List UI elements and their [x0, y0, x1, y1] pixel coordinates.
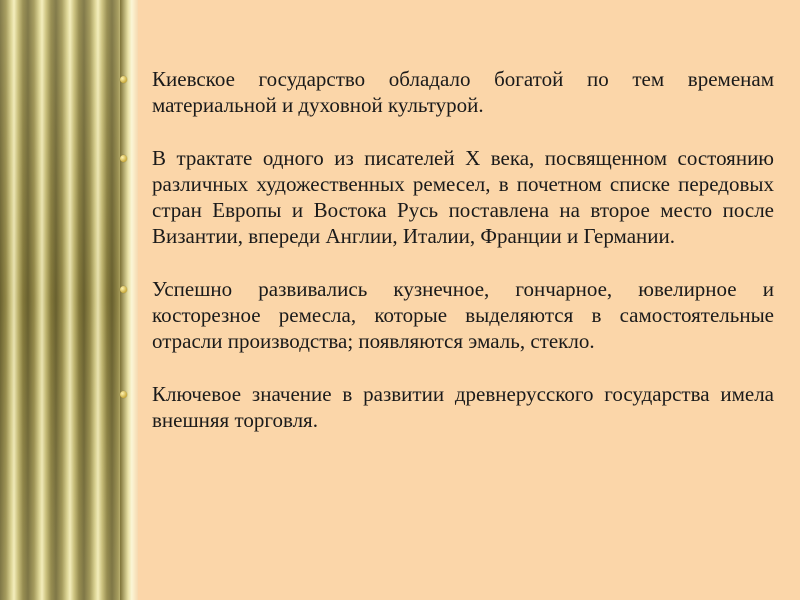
bullet-item	[118, 276, 774, 354]
bullet-item	[118, 381, 774, 433]
bullet-item	[118, 66, 774, 118]
bullet-list	[118, 66, 774, 433]
dot-bullet-icon	[120, 391, 127, 398]
bullet-text: Киевское государство обладало богатой по тем временам материальной и духовной культурой.	[152, 67, 774, 117]
bullet-text: Успешно развивались кузнечное, гончарное, ювелирное и косторезное ремесла, которые выделяются в самостоятельные отрасли производства; появляются эмаль, стекло.	[152, 277, 774, 353]
bullet-text: Ключевое значение в развитии древнерусского государства имела внешняя торговля.	[152, 382, 774, 432]
decorative-curtain	[0, 0, 137, 600]
bullet-text: В трактате одного из писателей Х века, посвященном состоянию различных художественных ремесел, в почетном списке передовых стран Европы и Востока Русь поставлена на второе место после Византии, впереди Англии, Италии, Франции и Германии.	[152, 146, 774, 248]
slide-content	[118, 66, 774, 460]
dot-bullet-icon	[120, 286, 127, 293]
dot-bullet-icon	[120, 76, 127, 83]
dot-bullet-icon	[120, 155, 127, 162]
bullet-item	[118, 145, 774, 249]
